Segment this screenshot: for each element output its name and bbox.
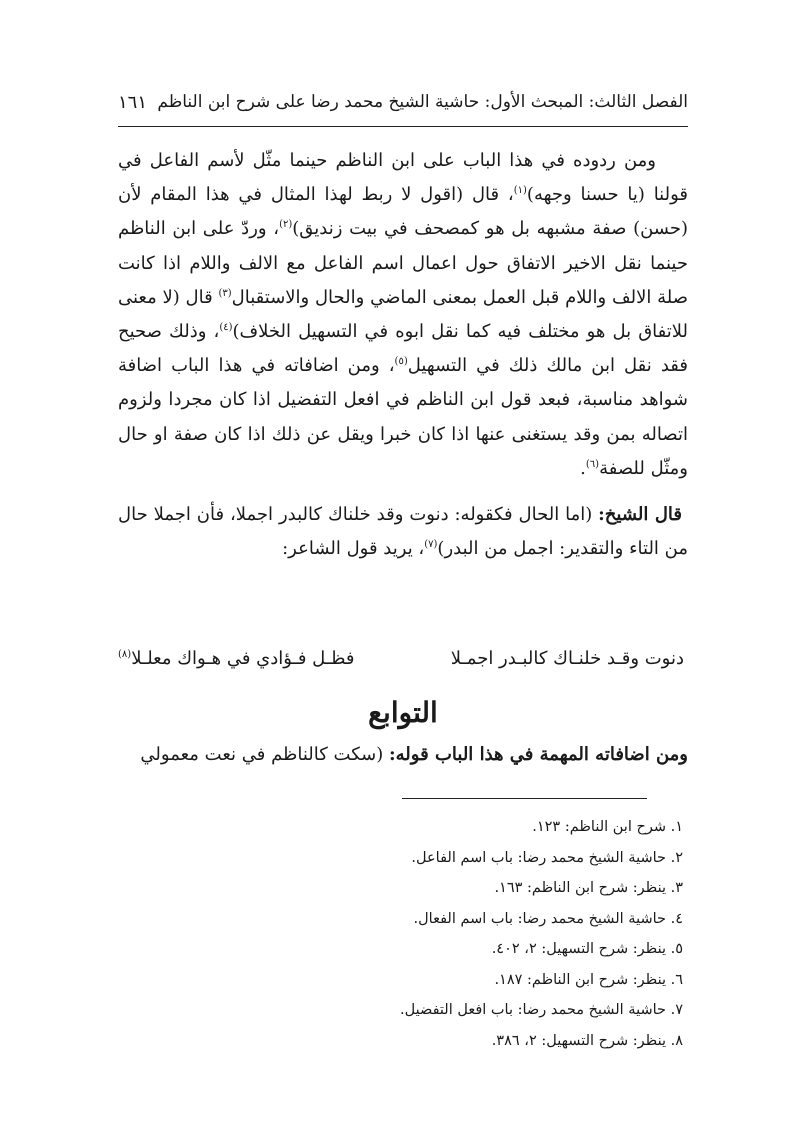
header-divider — [118, 126, 688, 127]
page-number: ١٦١ — [118, 92, 148, 113]
footnote-marker: (٥) — [394, 356, 408, 368]
verse-second-hemistich — [118, 648, 354, 669]
footnote-item: ٨. ينظر: شرح التسهيل: ٢، ٣٨٦. — [491, 1032, 683, 1049]
footnote-marker: (٦) — [585, 458, 600, 470]
text-run: (اما الحال فكقوله: دنوت وقد خلناك كالبدر اجملا، فأن اجملا حال من التاء والتقدير: اجمل من البدر) — [118, 504, 688, 560]
section-first-line-text: (سكت كالناظم في نعت معمولي — [140, 744, 390, 765]
running-header — [118, 88, 688, 122]
text-run: قال (لا معنى للاتفاق بل هو مختلف فيه كما نقل ابوه في التسهيل الخلاف) — [118, 286, 688, 343]
section-heading: التوابع — [368, 696, 438, 729]
verse-second-text: فظـل فـؤادي في هـواك معلـلا — [131, 648, 355, 669]
paragraph-2 — [118, 498, 688, 566]
footnote-item: ٥. ينظر: شرح التسهيل: ٢، ٤٠٢. — [491, 941, 683, 957]
text-run: ، ومن اضافاته في هذا الباب اضافة شواهد مناسبة، فبعد قول ابن الناظم في افعل التفضيل اذا كان مجردا ولزوم اتصاله بمن وقد يستغنى عنها اذا كان خبرا ويقل عن ذلك اذا كان صفة او حال ومثّل للصفة — [118, 355, 688, 479]
section-first-line — [118, 744, 688, 765]
footnote-marker: (٢) — [279, 219, 293, 231]
footnote-marker: (١) — [513, 185, 527, 197]
poetry-verse — [118, 648, 688, 678]
footnote-marker: (٧) — [424, 539, 438, 551]
footnote-marker: (٣) — [218, 287, 232, 299]
footnote-item: ٣. ينظر: شرح ابن الناظم: ١٦٣. — [494, 880, 683, 896]
footnote-item: ١. شرح ابن الناظم: ١٢٣. — [532, 819, 683, 835]
text-run: . — [580, 457, 586, 479]
footnote-item: ٢. حاشية الشيخ محمد رضا: باب اسم الفاعل. — [411, 849, 683, 866]
paragraph-2-lead: قال الشيخ: — [598, 504, 683, 526]
footnote-marker: (٤) — [219, 322, 233, 334]
paragraph-1 — [118, 144, 688, 486]
running-header-title: الفصل الثالث: المبحث الأول: حاشية الشيخ محمد رضا على شرح ابن الناظم — [157, 92, 688, 112]
text-run: ، وردّ على ابن الناظم حينما نقل الاخير الاتفاق حول اعمال اسم الفاعل مع الالف واللام اذا كانت صلة الالف واللام قبل العمل بمعنى الماضي والحال والاستقبال — [118, 218, 688, 308]
text-run: ، يريد قول الشاعر: — [282, 538, 425, 560]
footnote-item: ٧. حاشية الشيخ محمد رضا: باب افعل التفضيل. — [400, 1002, 683, 1018]
footnote-item: ٤. حاشية الشيخ محمد رضا: باب اسم الفعال. — [413, 910, 683, 927]
text-run: ومن ردوده في هذا الباب على ابن الناظم حينما مثّل لأسم الفاعل في قولنا (يا حسنا وجهه) — [118, 150, 689, 206]
section-first-line-lead: ومن اضافاته المهمة في هذا الباب قوله: — [389, 744, 688, 765]
verse-first-hemistich: دنوت وقـد خلنـاك كالبـدر اجمـلا — [450, 648, 684, 669]
footnote-item: ٦. ينظر: شرح ابن الناظم: ١٨٧. — [494, 971, 683, 988]
footnotes — [118, 812, 683, 1056]
footnote-divider — [402, 798, 647, 799]
main-text — [118, 144, 688, 566]
text-run: ، وذلك صحيح فقد نقل ابن مالك ذلك في التسهيل — [118, 321, 688, 377]
text-run: ، قال (اقول لا ربط لهذا المثال في هذا المقام لأن (حسن) صفة مشبهه بل هو كمصحف في بيت زنديق) — [118, 184, 688, 240]
footnote-marker: (٨) — [118, 649, 132, 660]
